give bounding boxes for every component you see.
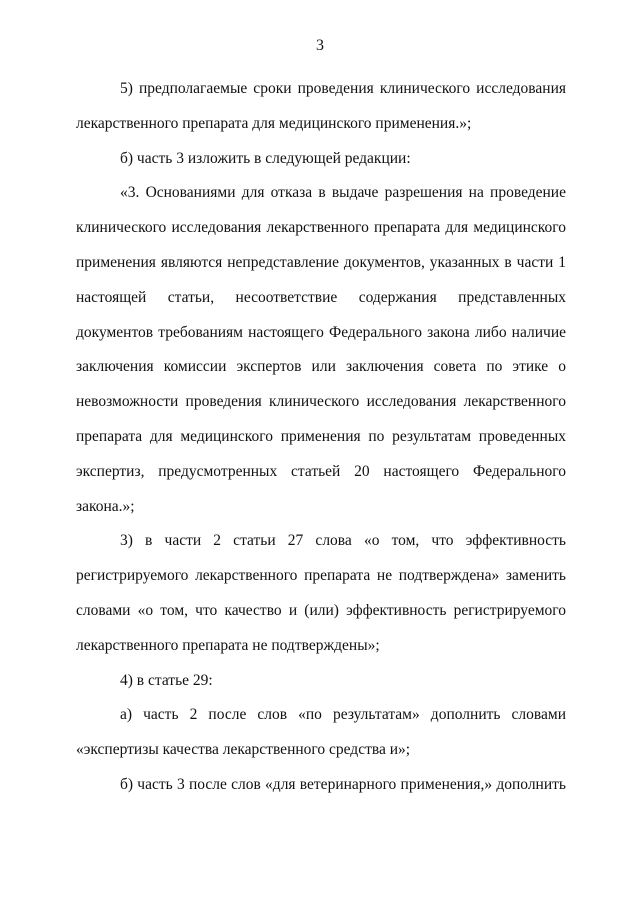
text-line: лекарственного препарата не подтверждены»; <box>76 636 380 654</box>
text-line: регистрируемого лекарственного препарата не подтверждена» заменить <box>76 567 566 585</box>
paragraph-subitem-b <box>76 768 566 803</box>
page-number: 3 <box>316 37 324 54</box>
document-body <box>76 72 566 803</box>
text-line: препарата для медицинского применения по результатам проведенных <box>76 427 566 445</box>
paragraph-item-3-article-27 <box>76 524 566 663</box>
text-line: применения являются непредставление документов, указанных в части 1 <box>76 253 566 271</box>
text-line: невозможности проведения клинического исследования лекарственного <box>76 393 566 411</box>
text-line: заключения комиссии экспертов или заключения совета по этике о <box>76 358 566 376</box>
text-line: б) часть 3 изложить в следующей редакции: <box>120 149 411 167</box>
text-line: клинического исследования лекарственного препарата для медицинского <box>76 219 566 237</box>
text-line: б) часть 3 после слов «для ветеринарного применения,» дополнить <box>120 775 566 793</box>
text-line: словами «о том, что качество и (или) эффективность регистрируемого <box>76 601 566 619</box>
text-line: экспертиз, предусмотренных статьей 20 настоящего Федерального <box>76 462 566 480</box>
text-line: документов требованиям настоящего Федерального закона либо наличие <box>76 323 566 341</box>
text-line: закона.»; <box>76 497 135 515</box>
text-line: 5) предполагаемые сроки проведения клинического исследования <box>120 80 566 97</box>
paragraph-item-4-article-29 <box>76 664 566 699</box>
paragraph-part-3-text <box>76 176 566 524</box>
paragraph-item-5 <box>76 72 566 142</box>
paragraph-part-3-intro <box>76 142 566 177</box>
paragraph-subitem-a <box>76 698 566 768</box>
text-line: настоящей статьи, несоответствие содержания представленных <box>76 288 566 306</box>
text-line: 4) в статье 29: <box>120 671 213 689</box>
text-line: лекарственного препарата для медицинского применения.»; <box>76 114 472 132</box>
text-line: «3. Основаниями для отказа в выдаче разрешения на проведение <box>120 184 566 202</box>
text-line: «экспертизы качества лекарственного средства и»; <box>76 741 411 759</box>
text-line: а) часть 2 после слов «по результатам» дополнить словами <box>120 706 566 724</box>
text-line: 3) в части 2 статьи 27 слова «о том, что эффективность <box>120 532 566 550</box>
